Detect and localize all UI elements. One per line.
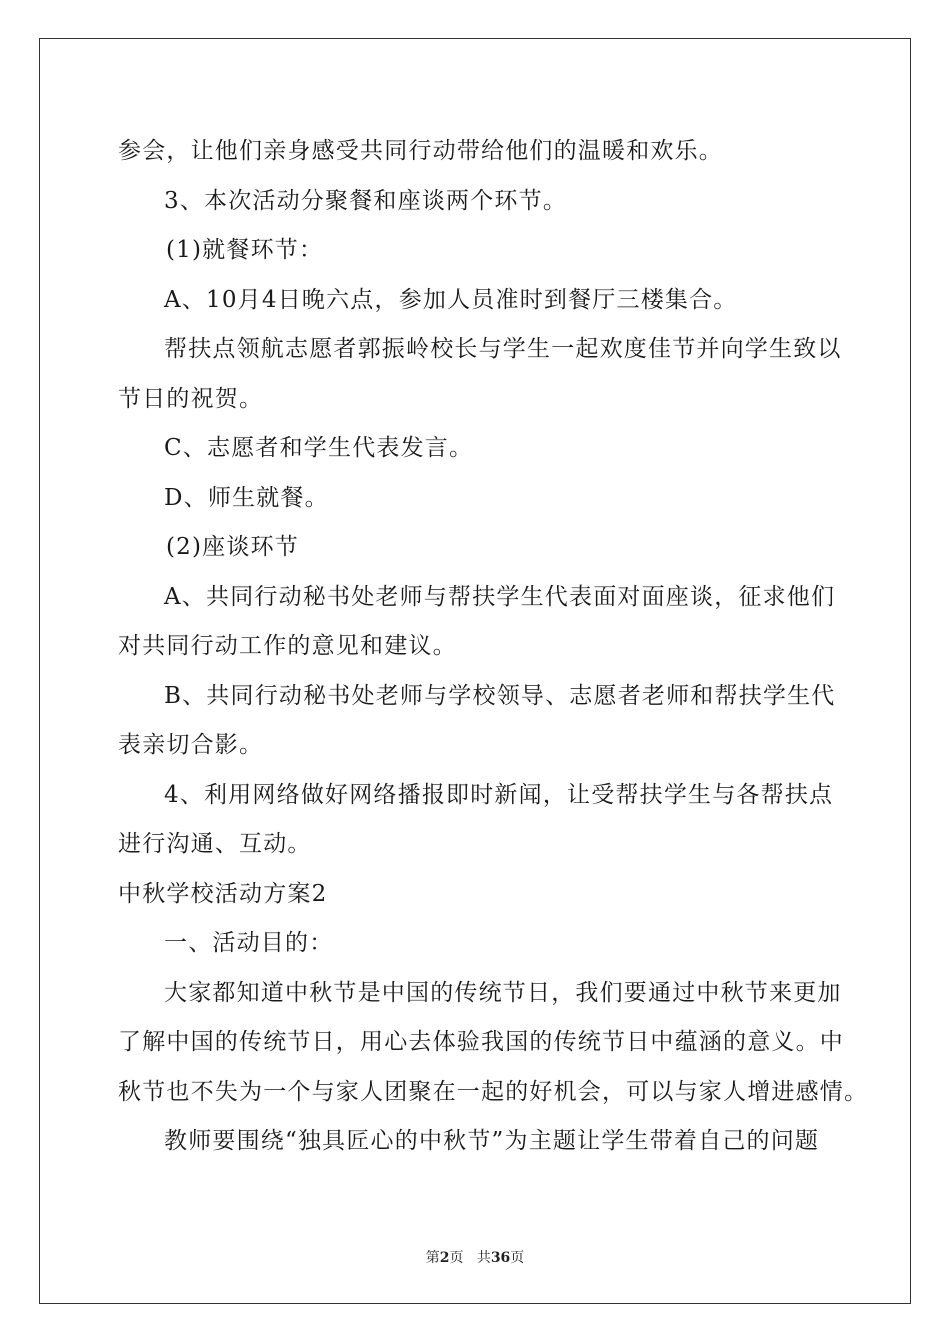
text-line: D、师生就餐。 [164, 484, 329, 511]
text-line: 大家都知道中秋节是中国的传统节日，我们要通过中秋节来更加 [164, 979, 842, 1006]
text-line: B、共同行动秘书处老师与学校领导、志愿者老师和帮扶学生代 [164, 682, 836, 709]
footer-total-pages: 36 [490, 1250, 511, 1266]
text-line: A、10月4日晚六点，参加人员准时到餐厅三楼集合。 [164, 286, 738, 313]
text-line: 了解中国的传统节日，用心去体验我国的传统节日中蕴涵的意义。中 [118, 1029, 844, 1055]
text-line: 节日的祝贺。 [118, 385, 264, 412]
section-heading: 中秋学校活动方案2 [118, 880, 328, 907]
footer-prefix: 第 [425, 1250, 440, 1266]
text-line: (1)就餐环节： [166, 237, 324, 263]
page-footer [0, 1247, 950, 1267]
footer-total-prefix: 共 [476, 1250, 491, 1266]
text-line: 参会，让他们亲身感受共同行动带给他们的温暖和欢乐。 [118, 138, 723, 164]
footer-total-suffix: 页 [510, 1250, 525, 1266]
text-line: (2)座谈环节 [166, 534, 299, 560]
text-line: 4、利用网络做好网络播报即时新闻，让受帮扶学生与各帮扶点 [164, 781, 834, 808]
text-line: A、共同行动秘书处老师与帮扶学生代表面对面座谈，征求他们 [164, 583, 836, 610]
footer-page-number: 2 [439, 1250, 450, 1266]
document-body [118, 127, 869, 1167]
text-line: 一、活动目的： [164, 930, 334, 956]
text-line: 教师要围绕“独具匠心的中秋节”为主题让学生带着自己的问题 [164, 1128, 820, 1154]
text-line: 秋节也不失为一个与家人团聚在一起的好机会，可以与家人增进感情。 [118, 1078, 869, 1105]
text-line: 3、本次活动分聚餐和座谈两个环节。 [164, 187, 568, 214]
text-line: 进行沟通、互动。 [118, 831, 312, 857]
text-line: 帮扶点领航志愿者郭振岭校长与学生一起欢度佳节并向学生致以 [164, 336, 842, 362]
text-line: C、志愿者和学生代表发言。 [164, 435, 474, 461]
footer-page-suffix: 页 [449, 1250, 464, 1266]
text-line: 表亲切合影。 [118, 732, 264, 758]
text-line: 对共同行动工作的意见和建议。 [118, 633, 457, 659]
